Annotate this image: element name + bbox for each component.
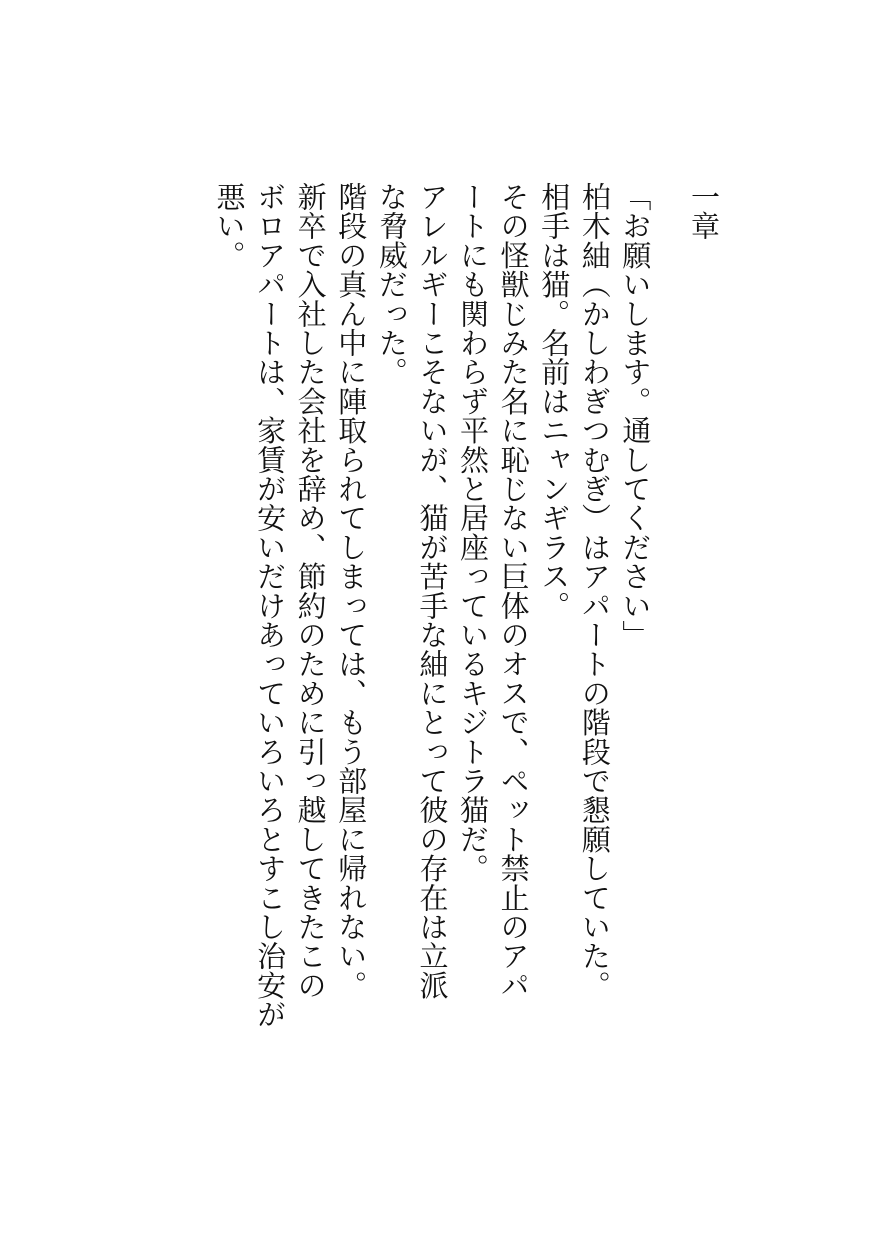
paragraph-line: 新卒で入社した会社を辞め、節約のために引っ越してきたこの bbox=[293, 182, 328, 1000]
paragraph-line: ートにも関わらず平然と居座っているキジトラ猫だ。 bbox=[456, 182, 491, 883]
paragraph-line: アレルギーこそないが、猫が苦手な紬にとって彼の存在は立派 bbox=[415, 182, 450, 1000]
paragraph-line: ボロアパートは、家賃が安いだけあっていろいろとすこし治安が bbox=[253, 182, 288, 1029]
chapter-title: 一章 bbox=[687, 182, 721, 241]
paragraph-line: 悪い。 bbox=[212, 182, 247, 270]
paragraph-line: その怪獣じみた名に恥じない巨体のオスで、ペット禁止のアパ bbox=[496, 182, 531, 1000]
dialogue-line: 「お願いします。通してください」 bbox=[618, 182, 653, 650]
paragraph-line: な脅威だった。 bbox=[374, 182, 409, 387]
vertical-text-block bbox=[209, 182, 724, 1082]
paragraph-line: 柏木紬（かしわぎつむぎ）はアパートの階段で懇願していた。 bbox=[577, 182, 612, 1000]
paragraph-line: 相手は猫。名前はニャンギラス。 bbox=[537, 182, 572, 620]
paragraph-line: 階段の真ん中に陣取られてしまっては、もう部屋に帰れない。 bbox=[334, 182, 369, 1000]
